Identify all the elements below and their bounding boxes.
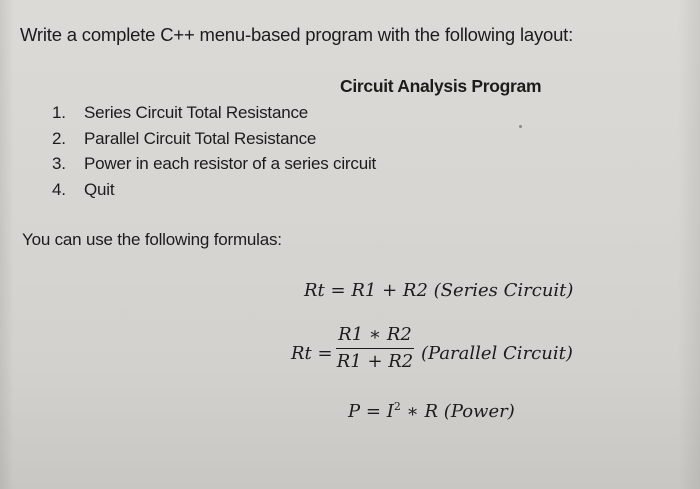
series-rhs: R1 + R2 (351, 280, 428, 301)
parallel-lhs: Rt (291, 343, 312, 364)
menu-item-label: Parallel Circuit Total Resistance (84, 128, 317, 148)
menu-item-label: Power in each resistor of a series circuit (84, 154, 377, 173)
menu-item (52, 100, 376, 126)
menu-item-number: 2. (52, 128, 66, 148)
menu-item (52, 177, 376, 203)
power-exponent: 2 (393, 400, 401, 413)
speck (519, 125, 522, 128)
power-lhs: P (348, 401, 361, 422)
menu-item-number: 4. (52, 179, 66, 199)
series-equals: = (330, 280, 346, 301)
fraction-denominator: R1 + R2 (336, 351, 414, 372)
parallel-note: (Parallel Circuit) (421, 343, 573, 364)
menu-item (52, 126, 376, 152)
parallel-equals: = (317, 343, 333, 364)
series-formula (304, 280, 573, 301)
menu-item-number: 3. (52, 154, 66, 173)
power-base: I (386, 401, 394, 422)
power-note: (Power) (443, 401, 515, 422)
power-formula (348, 400, 515, 422)
formulas-intro: You can use the following formulas: (22, 230, 282, 249)
assignment-prompt: Write a complete C++ menu-based program with the following layout: (20, 24, 574, 45)
series-note: (Series Circuit) (433, 280, 574, 301)
menu-list (52, 100, 376, 202)
menu-item-label: Quit (84, 179, 115, 199)
menu-item-label: Series Circuit Total Resistance (84, 103, 309, 122)
series-lhs: Rt (304, 280, 325, 301)
page-shadow-right (678, 0, 700, 489)
page-shadow-left (0, 0, 14, 489)
menu-item-number: 1. (52, 103, 66, 122)
power-equals: = (365, 401, 381, 422)
program-title: Circuit Analysis Program (340, 76, 542, 96)
parallel-fraction (336, 324, 414, 373)
fraction-numerator: R1 ∗ R2 (336, 324, 414, 349)
power-rest: ∗ R (406, 401, 439, 422)
menu-item (52, 151, 376, 177)
parallel-lhs-group (291, 343, 333, 364)
